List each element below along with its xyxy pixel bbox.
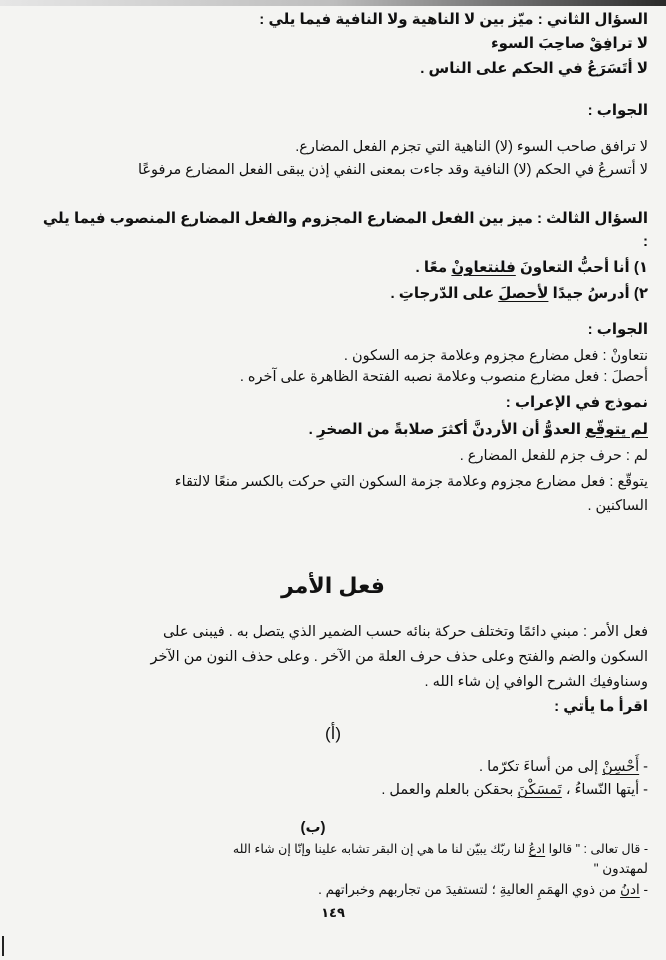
q2-answer-2: لا أتسرعُ في الحكم (لا) النافية وقد جاءت بمعنى النفي إذن يبقى الفعل المضارع مرفوعًا bbox=[137, 162, 648, 178]
q3-answer-label: الجواب : bbox=[587, 321, 648, 338]
text: ٢) أدرسُ جيدًا bbox=[548, 285, 648, 302]
q2-item-2: لا أتَسَرَعُ في الحكم على الناس . bbox=[420, 60, 648, 77]
q2-answer-label: الجواب : bbox=[587, 102, 648, 119]
q3-item-2 bbox=[8, 284, 648, 304]
q2-title: السؤال الثاني : ميّز بين لا الناهية ولا النافية فيما يلي : bbox=[259, 11, 648, 28]
section-title: فعل الأمر bbox=[281, 573, 385, 598]
example-a-2 bbox=[8, 780, 648, 800]
q2-answer-1: لا ترافق صاحب السوء (لا) الناهية التي تجزم الفعل المضارع. bbox=[295, 139, 648, 155]
read-label: اقرأ ما يأتي : bbox=[554, 698, 648, 715]
q2-item-1: لا ترافِقْ صاحِبَ السوء bbox=[490, 35, 648, 52]
example-a-1 bbox=[8, 757, 648, 777]
imperative-para-3: وسناوفيك الشرح الوافي إن شاء الله . bbox=[424, 674, 648, 690]
underlined-verb: لم يتوقّع bbox=[585, 421, 648, 438]
underlined-verb: ادعُ bbox=[528, 842, 546, 856]
text: بحقكن بالعلم والعمل . bbox=[381, 782, 518, 798]
group-a-label: (أ) bbox=[324, 724, 342, 743]
text: من ذوي الهمَمِ العاليةِ ؛ لتستفيدَ من تجاربهم وخبراتهم . bbox=[318, 882, 621, 897]
parsing-title: نموذج في الإعراب : bbox=[505, 394, 648, 411]
text: العدوُّ أن الأردنَّ أكثرَ صلابةً من الصخرِ . bbox=[308, 421, 586, 438]
text: معًا . bbox=[415, 259, 452, 276]
underlined-verb: فلنتعاونْ bbox=[451, 259, 516, 276]
parsing-line-2: يتوقّع : فعل مضارع مجزوم وعلامة جزمة السكون التي حركت بالكسر منعًا لالتقاء bbox=[174, 474, 648, 490]
text: - bbox=[639, 759, 648, 775]
page-number: ١٤٩ bbox=[321, 905, 345, 920]
example-b-1 bbox=[8, 839, 648, 859]
parsing-line-1: لم : حرف جزم للفعل المضارع . bbox=[459, 448, 648, 464]
group-b-label: (ب) bbox=[300, 819, 326, 836]
q3-answer-1: نتعاونْ : فعل مضارع مجزوم وعلامة جزمه السكون . bbox=[343, 348, 648, 364]
text: - أيتها النّساءُ ، bbox=[561, 782, 648, 798]
scan-edge-mark bbox=[2, 936, 4, 956]
underlined-verb: لأحصلَ bbox=[498, 285, 549, 302]
example-b-2 bbox=[8, 880, 648, 900]
q3-item-1 bbox=[8, 258, 648, 278]
underlined-verb: تَمسَكْنَ bbox=[517, 782, 562, 798]
text: على الدّرجاتِ . bbox=[390, 285, 499, 302]
underlined-verb: ادنُ bbox=[620, 882, 640, 897]
q3-title: السؤال الثالث : ميز بين الفعل المضارع المجزوم والفعل المضارع المنصوب فيما يلي bbox=[42, 210, 648, 227]
parsing-sentence bbox=[8, 420, 648, 440]
text: ١) أنا أحبُّ التعاونَ bbox=[515, 259, 648, 276]
underlined-verb: أَحْسِنْ bbox=[602, 759, 640, 775]
text: - bbox=[639, 882, 648, 897]
text: إلى من أساءَ تكرّما . bbox=[479, 759, 603, 775]
example-b-1-cont: لمهتدون " bbox=[593, 861, 648, 876]
scan-edge bbox=[0, 0, 666, 6]
parsing-line-3: الساكنين . bbox=[587, 498, 648, 514]
q3-answer-2: أحصلَ : فعل مضارع منصوب وعلامة نصبه الفتحة الظاهرة على آخره . bbox=[239, 369, 648, 385]
imperative-para-2: السكون والضم والفتح وعلى حذف حرف العلة من الآخر . وعلى حذف النون من الآخر bbox=[150, 649, 648, 665]
imperative-para-1: فعل الأمر : مبني دائمًا وتختلف حركة بنائه حسب الضمير الذي يتصل به . فيبنى على bbox=[162, 624, 648, 640]
q3-colon: : bbox=[643, 233, 648, 250]
text: لنا ربّك يبيّن لنا ما هي إن البقر تشابه علينا وإنّا إن شاء الله bbox=[232, 842, 529, 856]
text: - قال تعالى : " قالوا bbox=[545, 842, 648, 856]
